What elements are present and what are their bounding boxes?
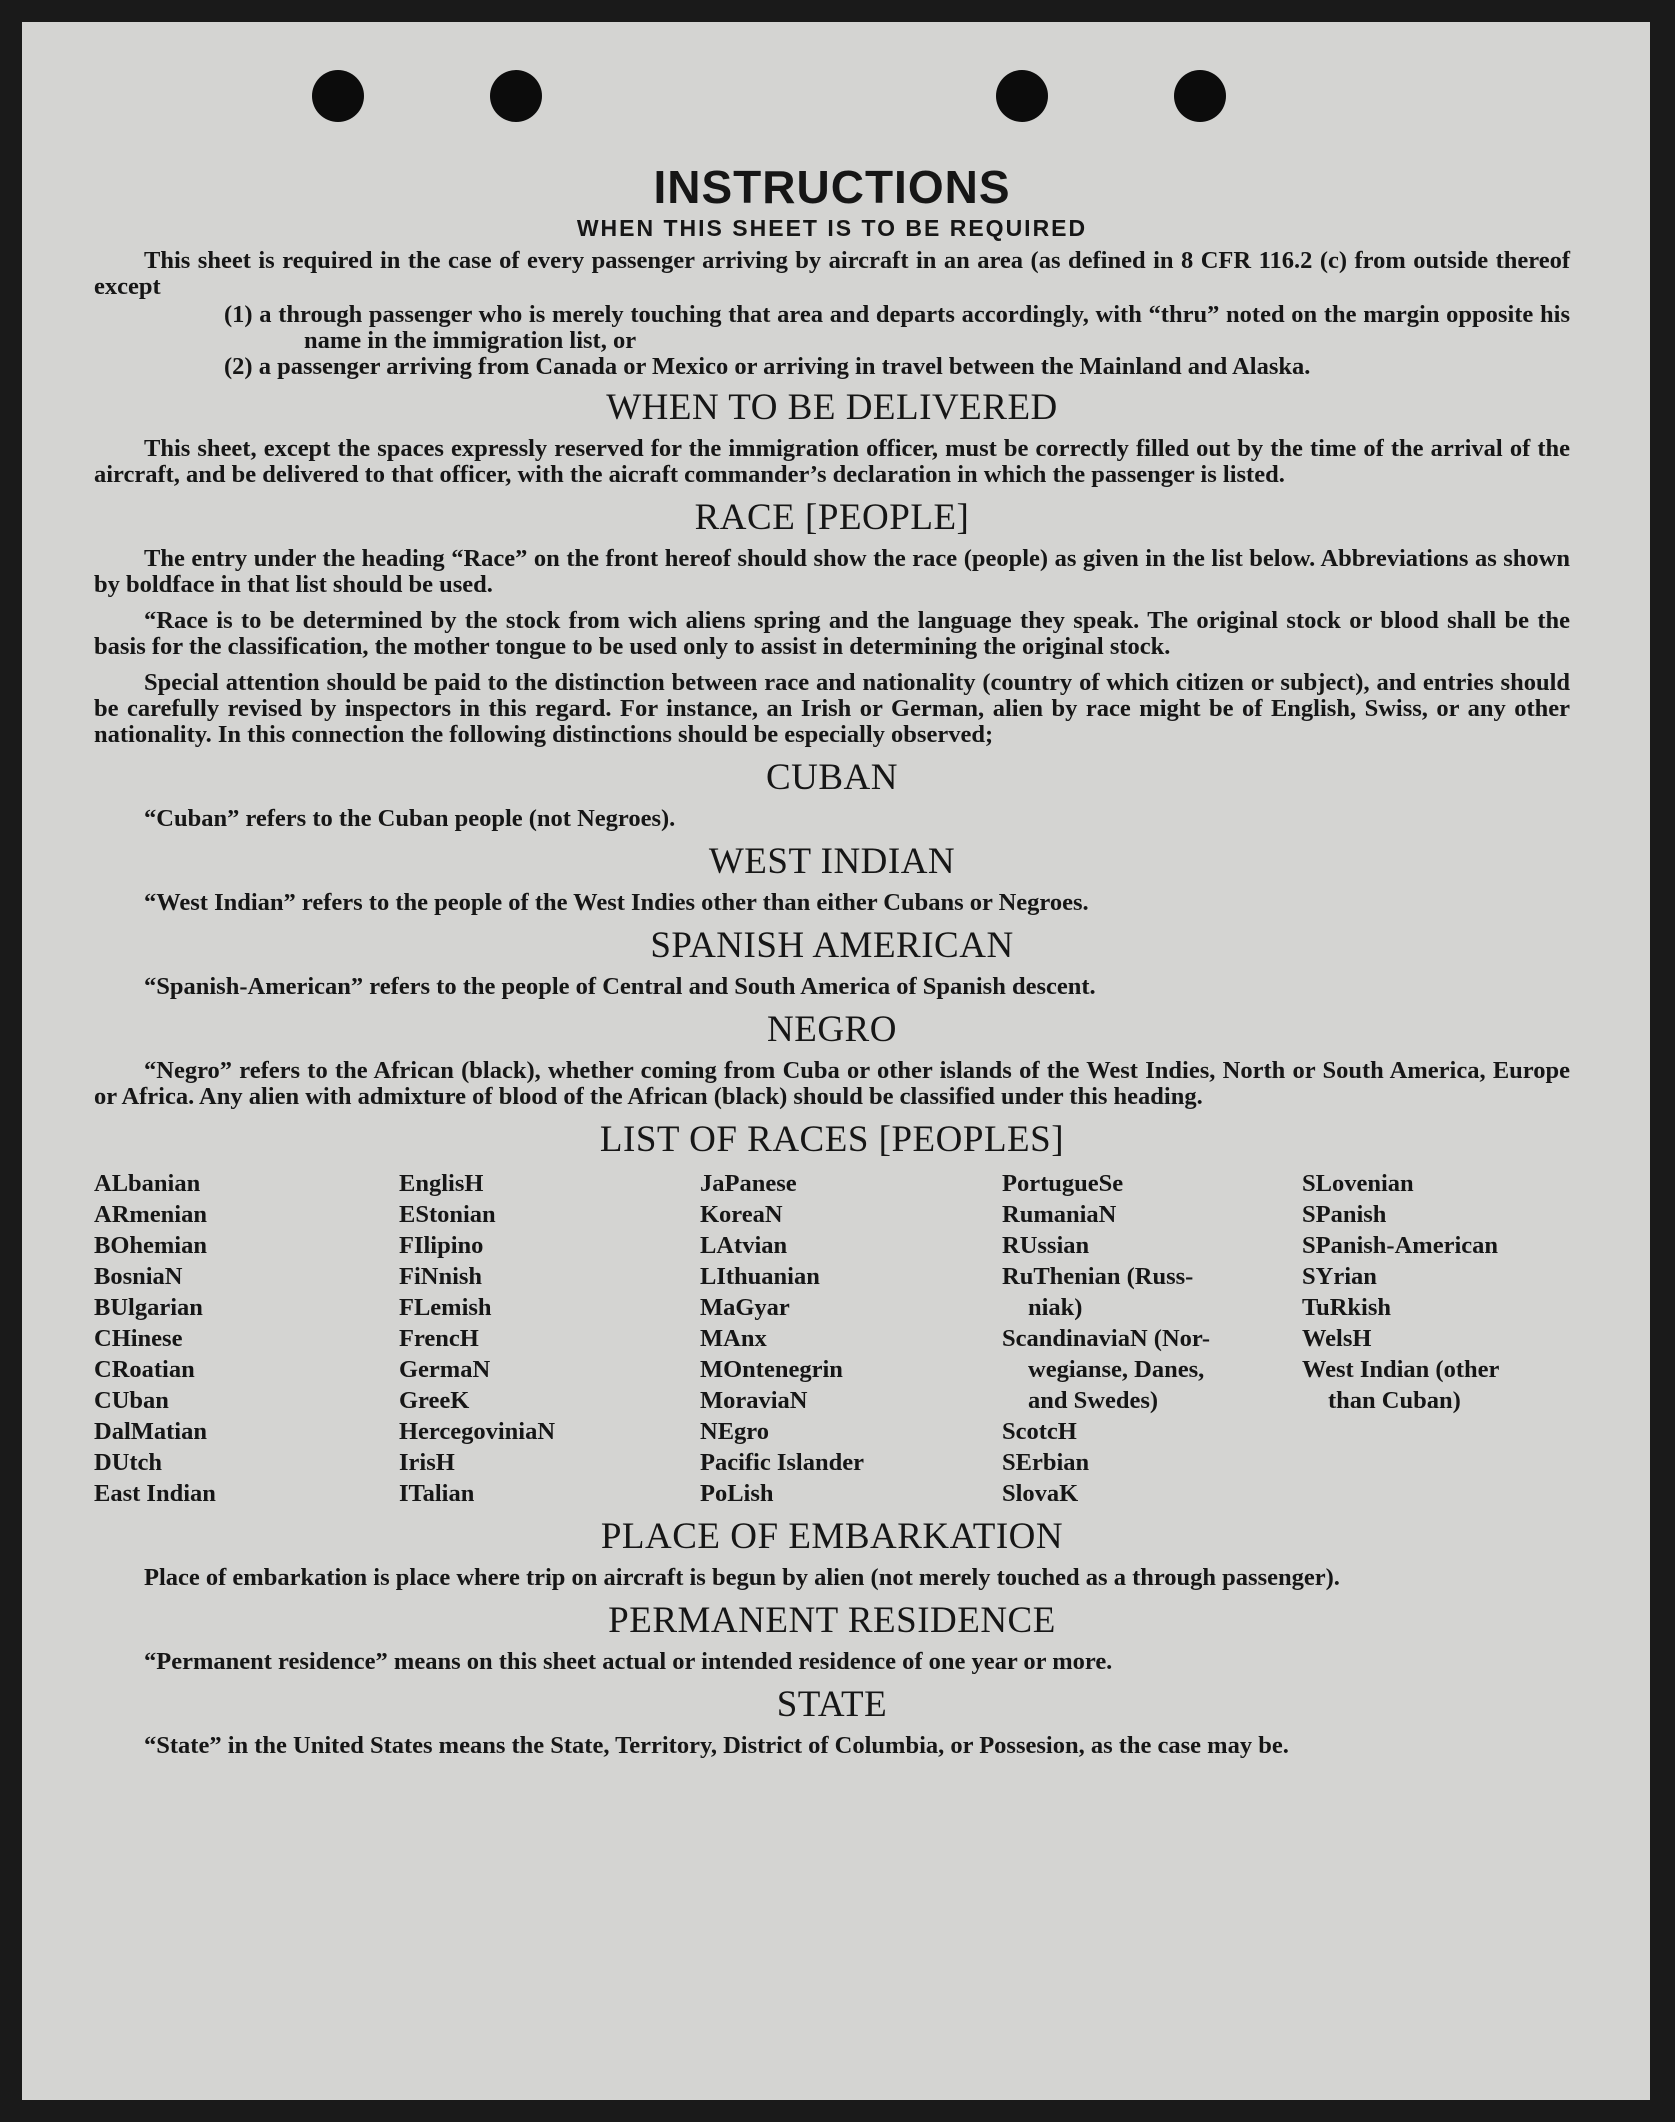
race-item: RumaniaN — [1002, 1201, 1117, 1228]
heading-state: STATE — [776, 1684, 888, 1725]
races-column — [94, 1168, 399, 1509]
race-item: SLovenian — [1302, 1170, 1414, 1197]
race-item: West Indian (other — [1302, 1356, 1500, 1383]
heading-list-of-races: LIST OF RACES [PEOPLES] — [599, 1119, 1065, 1160]
punch-hole — [996, 70, 1048, 122]
race-item: MaGyar — [700, 1294, 790, 1321]
race-item: GermaN — [399, 1356, 491, 1383]
race-item: KoreaN — [700, 1201, 783, 1228]
heading-when-delivered: WHEN TO BE DELIVERED — [606, 387, 1058, 428]
race-item: BosniaN — [94, 1263, 183, 1290]
race-item: CUban — [94, 1387, 169, 1414]
race-item: SPanish — [1302, 1201, 1387, 1228]
race-item: BUlgarian — [94, 1294, 203, 1321]
race-item: FiNnish — [399, 1263, 483, 1290]
heading-west-indian: WEST INDIAN — [708, 841, 956, 882]
race-item: MoraviaN — [700, 1387, 808, 1414]
races-column — [700, 1168, 1002, 1509]
race-item: GreeK — [399, 1387, 470, 1414]
race-item: FIlipino — [399, 1232, 484, 1259]
exception-list — [94, 302, 1570, 380]
negro-paragraph: “Negro” refers to the African (black), whether coming from Cuba or other islands of the West Indies, North or South America, Europe or Africa. Any alien with admixture of blood of the African (black) should be classified under this heading. — [94, 1057, 1570, 1110]
race-item: MOntenegrin — [700, 1356, 843, 1383]
race-item: CRoatian — [94, 1356, 195, 1383]
intro-paragraph: This sheet is required in the case of every passenger arriving by aircraft in an area (as defined in 8 CFR 116.2 (c) from outside thereof except — [94, 247, 1570, 300]
race-item-continuation: and Swedes) — [1028, 1387, 1159, 1414]
punch-hole — [1174, 70, 1226, 122]
residence-paragraph: “Permanent residence” means on this sheet actual or intended residence of one year or more. — [144, 1648, 1113, 1675]
race-item: ARmenian — [94, 1201, 207, 1228]
exception-item: (2) a passenger arriving from Canada or Mexico or arriving in travel between the Mainland and Alaska. — [224, 353, 1311, 380]
instructions-content — [94, 162, 1570, 1769]
spanish-american-paragraph: “Spanish-American” refers to the people of Central and South America of Spanish descent. — [144, 973, 1096, 1000]
heading-permanent-residence: PERMANENT RESIDENCE — [608, 1600, 1056, 1641]
race-item: FLemish — [399, 1294, 492, 1321]
heading-spanish-american: SPANISH AMERICAN — [650, 925, 1014, 966]
race-item: PortugueSe — [1002, 1170, 1124, 1197]
race-item: RuThenian (Russ- — [1002, 1263, 1194, 1290]
race-item: RUssian — [1002, 1232, 1090, 1259]
race-item: JaPanese — [700, 1170, 797, 1197]
races-column — [1302, 1168, 1570, 1509]
state-paragraph: “State” in the United States means the State, Territory, District of Columbia, or Possesion, as the case may be. — [144, 1732, 1289, 1759]
heading-cuban: CUBAN — [765, 757, 899, 798]
document-sheet — [22, 22, 1650, 2100]
race-item: Pacific Islander — [700, 1449, 864, 1476]
embarkation-paragraph: Place of embarkation is place where trip on aircraft is begun by alien (not merely touched as a through passenger). — [144, 1564, 1340, 1591]
race-item: TuRkish — [1302, 1294, 1392, 1321]
delivered-paragraph: This sheet, except the spaces expressly reserved for the immigration officer, must be correctly filled out by the time of the arrival of the aircraft, and be delivered to that officer, with the aicraft commander’s declaration in which the passenger is listed. — [94, 435, 1570, 488]
race-item: HercegoviniaN — [399, 1418, 556, 1445]
race-item: PoLish — [700, 1480, 774, 1507]
race-item: East Indian — [94, 1480, 216, 1507]
race-item: IrisH — [399, 1449, 455, 1476]
punch-hole — [312, 70, 364, 122]
page-title: INSTRUCTIONS — [653, 161, 1011, 213]
race-item: LAtvian — [700, 1232, 788, 1259]
race-item: LIthuanian — [700, 1263, 820, 1290]
races-column — [1002, 1168, 1302, 1509]
race-item: SPanish-American — [1302, 1232, 1498, 1259]
exception-item: (1) a through passenger who is merely touching that area and departs accordingly, with “thru” noted on the margin opposite his name in the immigration list, or — [224, 301, 1570, 354]
race-paragraph: The entry under the heading “Race” on the front hereof should show the race (people) as given in the list below. Abbreviations as shown by boldface in that list should be used. — [94, 545, 1570, 598]
race-item-continuation: wegianse, Danes, — [1028, 1356, 1205, 1383]
race-item: ScotcH — [1002, 1418, 1077, 1445]
race-paragraph: Special attention should be paid to the distinction between race and nationality (country of which citizen or subject), and entries should be carefully revised by inspectors in this regard. For instance, an Irish or German, alien by race might be of English, Swiss, or any other nationality. In this connection the following distinctions should be especially observed; — [94, 669, 1570, 748]
race-item: FrencH — [399, 1325, 479, 1352]
races-column — [399, 1168, 700, 1509]
race-item-continuation: than Cuban) — [1328, 1387, 1461, 1414]
section-subtitle: WHEN THIS SHEET IS TO BE REQUIRED — [576, 215, 1088, 241]
race-paragraph: “Race is to be determined by the stock from wich aliens spring and the language they speak. The original stock or blood shall be the basis for the classification, the mother tongue to be used only to assist in determining the original stock. — [94, 607, 1570, 660]
race-item: ScandinaviaN (Nor- — [1002, 1325, 1211, 1352]
race-item: DalMatian — [94, 1418, 207, 1445]
west-indian-paragraph: “West Indian” refers to the people of the West Indies other than either Cubans or Negroes. — [144, 889, 1089, 916]
race-item: CHinese — [94, 1325, 183, 1352]
heading-race: RACE [PEOPLE] — [694, 497, 970, 538]
race-item: BOhemian — [94, 1232, 207, 1259]
race-item: ALbanian — [94, 1170, 201, 1197]
race-item: EStonian — [399, 1201, 496, 1228]
races-list — [94, 1168, 1570, 1509]
race-item-continuation: niak) — [1028, 1294, 1083, 1321]
race-item: SYrian — [1302, 1263, 1377, 1290]
race-item: MAnx — [700, 1325, 767, 1352]
race-item: WelsH — [1302, 1325, 1372, 1352]
race-item: DUtch — [94, 1449, 163, 1476]
race-item: SlovaK — [1002, 1480, 1079, 1507]
punch-hole — [490, 70, 542, 122]
race-item: NEgro — [700, 1418, 769, 1445]
heading-embarkation: PLACE OF EMBARKATION — [600, 1516, 1064, 1557]
heading-negro: NEGRO — [767, 1009, 897, 1050]
race-item: EnglisH — [399, 1170, 484, 1197]
cuban-paragraph: “Cuban” refers to the Cuban people (not Negroes). — [144, 805, 676, 832]
race-item: SErbian — [1002, 1449, 1090, 1476]
race-item: ITalian — [399, 1480, 475, 1507]
